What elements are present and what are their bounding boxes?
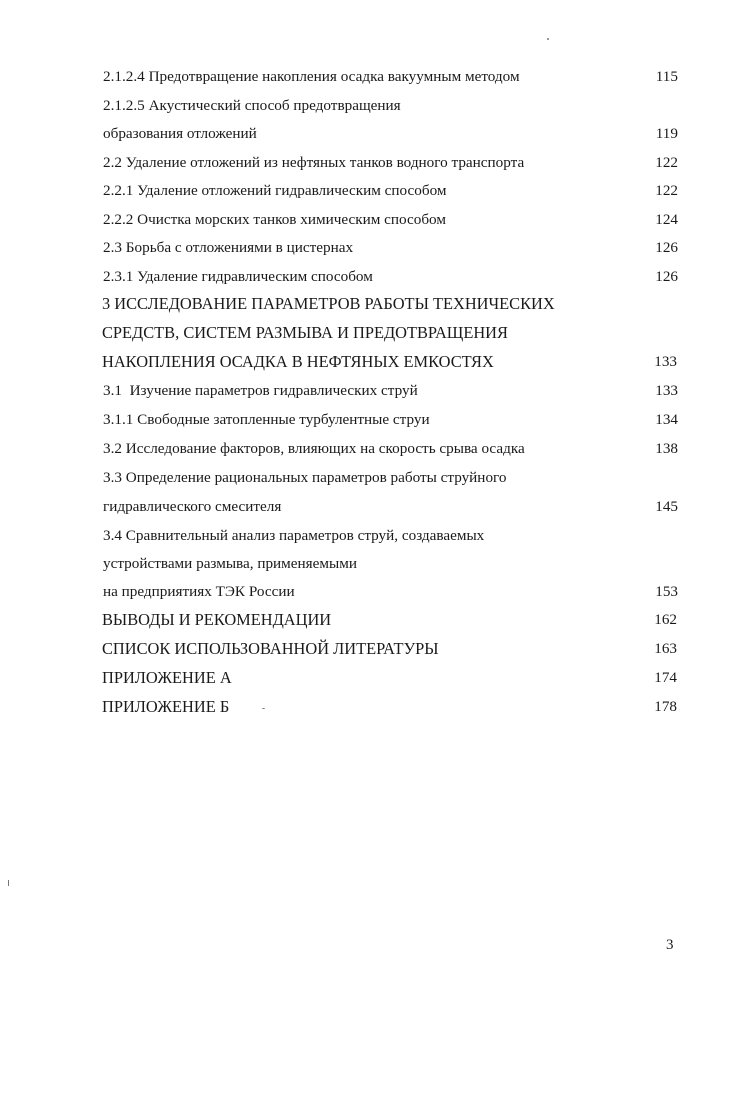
toc-entry-page: 122	[655, 182, 678, 199]
toc-entry-page: 163	[654, 640, 677, 657]
toc-entry-page: 133	[654, 353, 677, 370]
toc-entry-page: 134	[655, 411, 678, 428]
toc-entry-title: ПРИЛОЖЕНИЕ Б	[102, 697, 230, 716]
toc-entry-page: 119	[655, 125, 678, 142]
toc-entry-title: НАКОПЛЕНИЯ ОСАДКА В НЕФТЯНЫХ ЕМКОСТЯХ	[102, 352, 494, 371]
toc-entry-page: 145	[655, 498, 678, 515]
toc-entry-page: 122	[655, 154, 678, 171]
toc-entry-title: 2.3 Борьба с отложениями в цистернах	[103, 239, 354, 256]
toc-entry-title: 2.2.2 Очистка морских танков химическим способом	[103, 211, 446, 228]
toc-entry-title: 3 ИССЛЕДОВАНИЕ ПАРАМЕТРОВ РАБОТЫ ТЕХНИЧЕСКИХ	[102, 294, 555, 313]
toc-entry-title: 2.2.1 Удаление отложений гидравлическим способом	[103, 182, 447, 199]
toc-entry-title: ВЫВОДЫ И РЕКОМЕНДАЦИИ	[102, 610, 332, 629]
toc-entry-page: 138	[655, 440, 678, 457]
toc-entry-page: 153	[655, 583, 678, 600]
toc-entry-title: 3.4 Сравнительный анализ параметров струй, создаваемых	[103, 527, 485, 544]
scan-speck	[8, 880, 9, 886]
toc-entry-title: 2.1.2.5 Акустический способ предотвращения	[103, 97, 401, 114]
toc-entry-page: 124	[655, 211, 678, 228]
toc-entry-page: 126	[655, 239, 678, 256]
toc-entry-page: 162	[654, 611, 677, 628]
toc-entry-page: 126	[655, 268, 678, 285]
toc-entry-title: 2.1.2.4 Предотвращение накопления осадка вакуумным методом	[103, 68, 520, 85]
scan-speck	[262, 708, 265, 709]
toc-entry-title: ПРИЛОЖЕНИЕ А	[102, 668, 232, 687]
toc-entry-title: СПИСОК ИСПОЛЬЗОВАННОЙ ЛИТЕРАТУРЫ	[102, 639, 439, 658]
toc-entry-title: СРЕДСТВ, СИСТЕМ РАЗМЫВА И ПРЕДОТВРАЩЕНИЯ	[102, 323, 508, 342]
scan-speck	[547, 38, 549, 40]
toc-entry-title: гидравлического смесителя	[103, 498, 282, 515]
toc-entry-title: 3.1 Изучение параметров гидравлических струй	[103, 382, 418, 399]
toc-entry-title: 3.3 Определение рациональных параметров работы струйного	[103, 469, 507, 486]
toc-entry-page: 174	[654, 669, 677, 686]
toc-entry-title: образования отложений	[103, 125, 257, 142]
toc-entry-title: устройствами размыва, применяемыми	[103, 555, 357, 572]
toc-entry-title: на предприятиях ТЭК России	[103, 583, 295, 600]
toc-entry-title: 2.3.1 Удаление гидравлическим способом	[103, 268, 373, 285]
toc-entry-page: 133	[655, 382, 678, 399]
toc-entry-title: 2.2 Удаление отложений из нефтяных танков водного транспорта	[103, 154, 525, 171]
toc-entry-page: 178	[654, 698, 677, 715]
toc-entry-page: 115	[655, 68, 678, 85]
page-number: 3	[666, 937, 674, 953]
toc-entry-title: 3.1.1 Свободные затопленные турбулентные струи	[103, 411, 430, 428]
toc-entry-title: 3.2 Исследование факторов, влияющих на скорость срыва осадка	[103, 440, 525, 457]
